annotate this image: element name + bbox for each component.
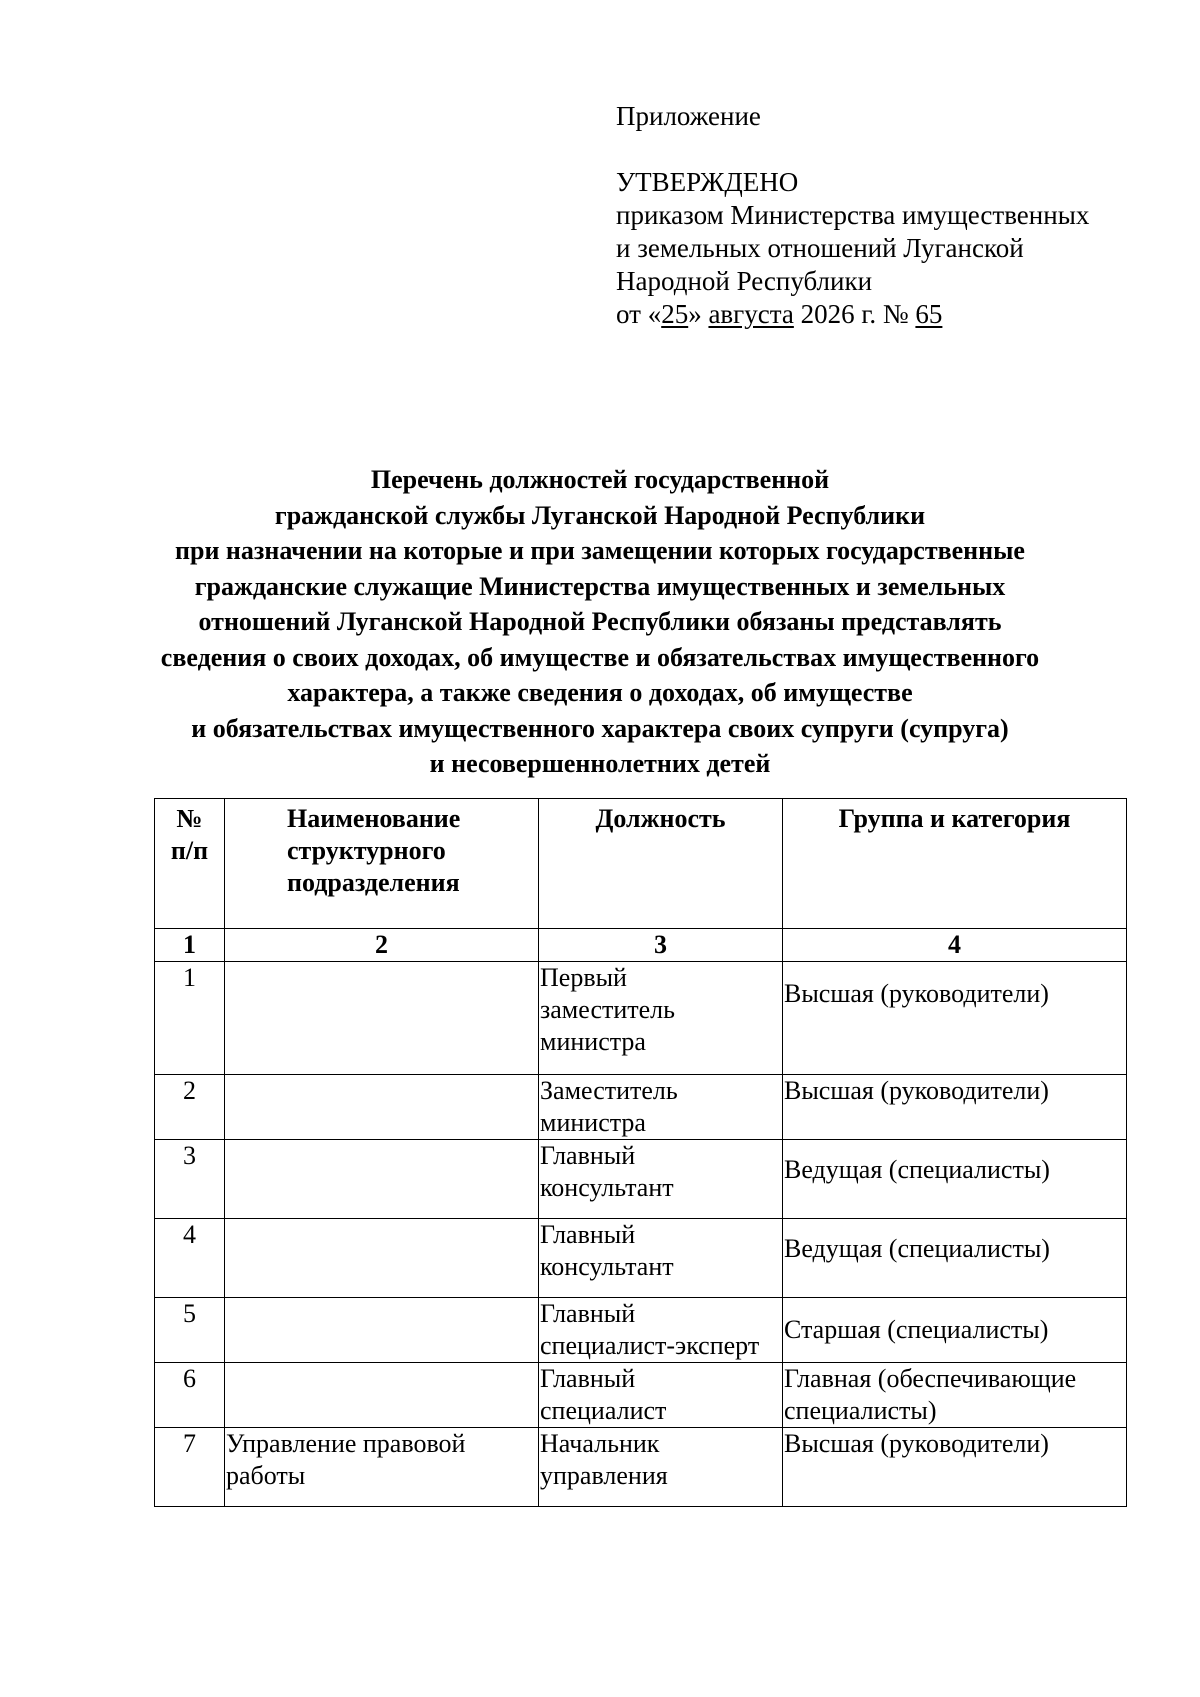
row-position xyxy=(539,1298,783,1363)
appendix-label: Приложение xyxy=(616,101,761,131)
header-unit-line: структурного xyxy=(287,836,446,865)
row-unit-name xyxy=(225,1428,539,1507)
position-line: Главный xyxy=(540,1364,636,1393)
order-number: 65 xyxy=(915,299,943,329)
group-line: Старшая (специалисты) xyxy=(784,1315,1049,1344)
approved-stamp-label: УТВЕРЖДЕНО xyxy=(616,167,799,197)
table-row xyxy=(155,1298,1127,1363)
table-row xyxy=(155,1140,1127,1219)
position-line: консультант xyxy=(540,1173,674,1202)
title-line: характера, а также сведения о доходах, об имуществе xyxy=(287,678,913,707)
header-unit-line: подразделения xyxy=(287,868,460,897)
table-row xyxy=(155,1363,1127,1428)
title-line: и обязательствах имущественного характера своих супруги (супруга) xyxy=(191,713,1009,743)
group-line: Высшая (руководители) xyxy=(784,1429,1049,1458)
year-part: 2026 г. № xyxy=(793,299,916,329)
row-number: 2 xyxy=(155,1075,225,1140)
header-number xyxy=(155,799,225,929)
row-position xyxy=(539,1140,783,1219)
position-line: Главный xyxy=(540,1141,636,1170)
row-number: 6 xyxy=(155,1363,225,1428)
row-number: 1 xyxy=(155,962,225,1075)
position-line: министра xyxy=(540,1108,646,1137)
group-line: Ведущая (специалисты) xyxy=(784,1234,1050,1263)
title-line: гражданской службы Луганской Народной Республики xyxy=(274,500,926,530)
group-line: Ведущая (специалисты) xyxy=(784,1155,1050,1184)
header-unit-name xyxy=(225,799,539,929)
table-row xyxy=(155,1075,1127,1140)
order-date-line xyxy=(616,298,1156,331)
order-line-1: приказом Министерства имущественных xyxy=(616,200,1090,230)
row-unit-name xyxy=(225,962,539,1075)
title-line: и несовершеннолетних детей xyxy=(429,749,771,778)
group-line: Главная (обеспечивающие xyxy=(784,1364,1077,1393)
column-number: 4 xyxy=(783,929,1127,962)
position-line: Заместитель xyxy=(540,1076,678,1105)
row-position xyxy=(539,1219,783,1298)
row-unit-name xyxy=(225,1075,539,1140)
row-unit-name xyxy=(225,1363,539,1428)
group-line: Высшая (руководители) xyxy=(784,979,1049,1008)
position-line: специалист-эксперт xyxy=(540,1331,760,1360)
position-line: Первый xyxy=(540,963,627,992)
header-position: Должность xyxy=(539,799,783,929)
row-group-category xyxy=(783,962,1127,1075)
positions-table xyxy=(154,798,1127,1507)
row-group-category xyxy=(783,1075,1127,1140)
row-group-category xyxy=(783,1428,1127,1507)
column-number: 1 xyxy=(155,929,225,962)
row-number: 4 xyxy=(155,1219,225,1298)
row-number: 3 xyxy=(155,1140,225,1219)
title-line: при назначении на которые и при замещении которых государственные xyxy=(175,536,1025,565)
row-unit-name xyxy=(225,1140,539,1219)
approval-block xyxy=(616,100,1156,331)
position-line: министра xyxy=(540,1027,646,1056)
position-line: Начальник xyxy=(540,1429,660,1458)
unit-name-line: Управление правовой xyxy=(226,1429,466,1458)
date-prefix: от « xyxy=(616,299,662,329)
position-line: Главный xyxy=(540,1299,636,1328)
order-line-2: и земельных отношений Луганской xyxy=(616,233,1024,263)
row-position xyxy=(539,1363,783,1428)
date-mid: » xyxy=(688,299,709,329)
row-unit-name xyxy=(225,1298,539,1363)
row-position xyxy=(539,1075,783,1140)
row-unit-name xyxy=(225,1219,539,1298)
position-line: специалист xyxy=(540,1396,667,1425)
header-number-line: № xyxy=(176,804,203,833)
order-month: августа xyxy=(708,299,794,329)
order-day: 25 xyxy=(661,299,689,329)
header-group-category: Группа и категория xyxy=(783,799,1127,929)
position-line: Главный xyxy=(540,1220,636,1249)
row-position xyxy=(539,962,783,1075)
unit-name-line: работы xyxy=(226,1461,306,1490)
group-line: специалисты) xyxy=(784,1396,937,1425)
row-number: 7 xyxy=(155,1428,225,1507)
column-number: 3 xyxy=(539,929,783,962)
position-line: консультант xyxy=(540,1252,674,1281)
column-number: 2 xyxy=(225,929,539,962)
header-number-line: п/п xyxy=(170,836,209,865)
table-row xyxy=(155,1428,1127,1507)
title-line: сведения о своих доходах, об имуществе и обязательствах имущественного xyxy=(160,642,1040,672)
row-number: 5 xyxy=(155,1298,225,1363)
title-line: Перечень должностей государственной xyxy=(370,465,830,494)
header-unit-line: Наименование xyxy=(287,804,461,833)
row-position xyxy=(539,1428,783,1507)
table-header-row xyxy=(155,799,1127,929)
group-line: Высшая (руководители) xyxy=(784,1076,1049,1105)
position-line: управления xyxy=(540,1461,668,1490)
table-row xyxy=(155,962,1127,1075)
row-group-category xyxy=(783,1363,1127,1428)
title-line: гражданские служащие Министерства имущественных и земельных xyxy=(194,571,1006,601)
title-line: отношений Луганской Народной Республики обязаны представлять xyxy=(198,607,1002,636)
row-group-category xyxy=(783,1140,1127,1219)
order-line-3: Народной Республики xyxy=(616,266,873,296)
row-group-category xyxy=(783,1219,1127,1298)
document-title xyxy=(100,462,1100,782)
column-numbers-row xyxy=(155,929,1127,962)
row-group-category xyxy=(783,1298,1127,1363)
table-row xyxy=(155,1219,1127,1298)
position-line: заместитель xyxy=(540,995,676,1024)
